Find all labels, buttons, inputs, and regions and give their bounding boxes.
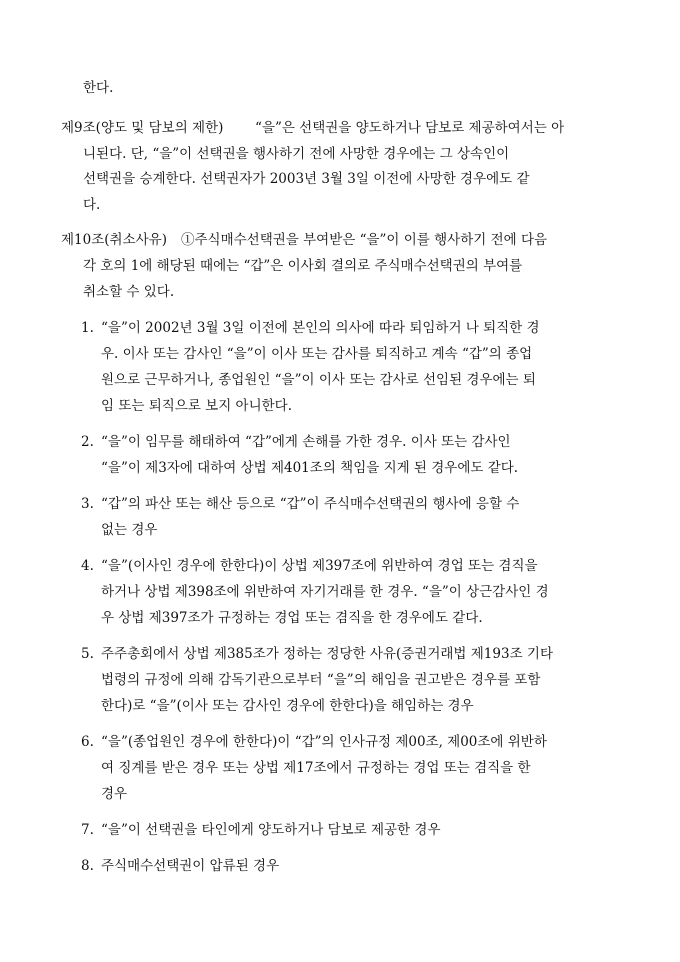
item-number: 5. [81,646,94,662]
item-line: 우 상법 제397조가 규정하는 경업 또는 겸직을 한 경우에도 같다. [101,610,483,626]
article10-line: ①주식매수선택권을 부여받은 “을”이 이를 행사하기 전에 다음 [181,232,548,248]
item-line: “을”이 2002년 3월 3일 이전에 본인의 의사에 따라 퇴임하거 나 퇴직한 경 [101,320,540,336]
item-line: 주식매수선택권이 압류된 경우 [101,858,280,874]
article9-line: 다. [83,197,101,213]
item-line: 여 징계를 받은 경우 또는 상법 제17조에서 규정하는 경업 또는 겸직을 한 [101,760,531,776]
item-line: 한다)로 “을”(이사 또는 감사인 경우에 한한다)을 해임하는 경우 [101,698,474,714]
intro-line: 한다. [83,80,114,96]
item-line: “을”이 임무를 해태하여 “갑”에게 손해를 가한 경우. 이사 또는 감사인 [101,434,511,450]
item-line: 하거나 상법 제398조에 위반하여 자기거래를 한 경우. “을”이 상근감사인 경 [101,584,549,600]
item-line: 없는 경우 [101,522,158,538]
article9-line: 니된다. 단, “을”이 선택권을 행사하기 전에 사망한 경우에는 그 상속인이 [83,146,510,162]
article10-line: 각 호의 1에 해당된 때에는 “갑”은 이사회 결의로 주식매수선택권의 부여를 [83,258,523,274]
item-line: 원으로 근무하거나, 종업원인 “을”이 이사 또는 감사로 선임된 경우에는 퇴 [101,372,536,388]
item-number: 1. [81,320,94,336]
item-line: 우. 이사 또는 감사인 “을”이 이사 또는 감사를 퇴직하고 계속 “갑”의 종업 [101,346,533,362]
item-number: 4. [81,558,94,574]
item-number: 3. [81,496,94,512]
article9-line: 선택권을 승계한다. 선택권자가 2003년 3월 3일 이전에 사망한 경우에도 같 [83,171,530,187]
item-line: “을”(종업원인 경우에 한한다)이 “갑”의 인사규정 제00조, 제00조에 위반하 [101,734,547,750]
article9-heading: 제9조(양도 및 담보의 제한) [61,120,224,136]
item-number: 6. [81,734,94,750]
item-line: “을”이 선택권을 타인에게 양도하거나 담보로 제공한 경우 [101,822,441,838]
item-line: “갑”의 파산 또는 해산 등으로 “갑”이 주식매수선택권의 행사에 응할 수 [101,496,520,512]
item-number: 8. [81,858,94,874]
item-line: “을”(이사인 경우에 한한다)이 상법 제397조에 위반하여 경업 또는 겸직을 [101,558,538,574]
item-line: 주주총회에서 상법 제385조가 정하는 정당한 사유(증권거래법 제193조 기타 [101,646,553,662]
article10-heading: 제10조(취소사유) [61,232,167,248]
item-number: 7. [81,822,94,838]
article10-line: 취소할 수 있다. [83,284,175,300]
item-line: 경우 [101,786,128,802]
article9-line: “을”은 선택권을 양도하거나 담보로 제공하여서는 아 [255,120,565,136]
item-line: 임 또는 퇴직으로 보지 아니한다. [101,398,292,414]
item-number: 2. [81,434,94,450]
item-line: “을”이 제3자에 대하여 상법 제401조의 책임을 지게 된 경우에도 같다. [101,460,519,476]
item-line: 법령의 규정에 의해 감독기관으로부터 “을”의 해임을 권고받은 경우를 포함 [101,672,541,688]
